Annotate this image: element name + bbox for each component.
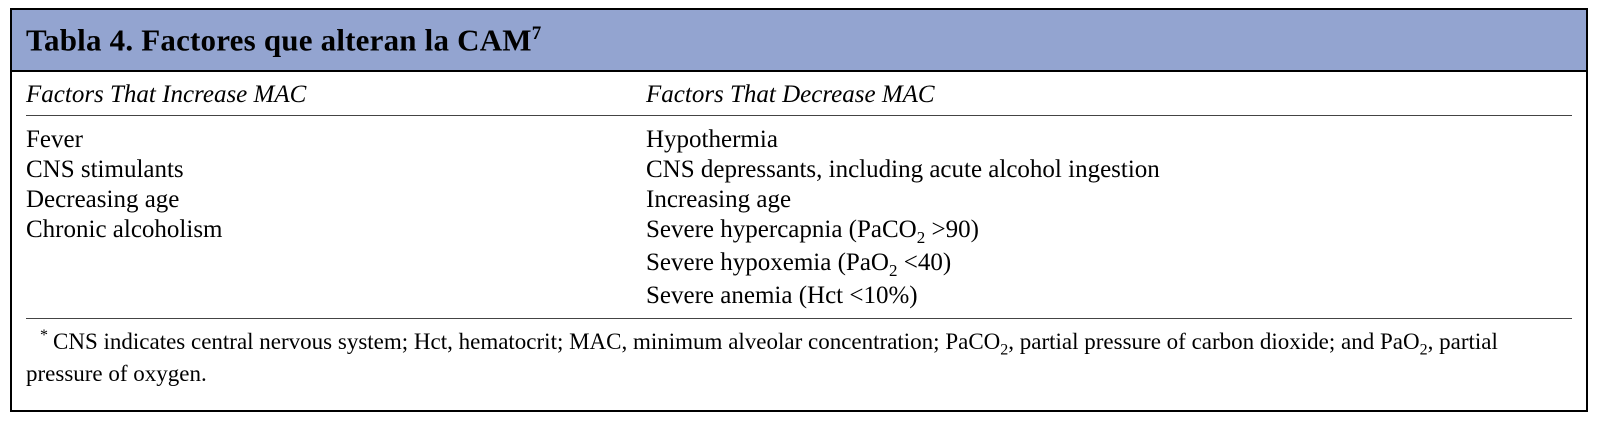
list-item: Increasing age (646, 185, 792, 213)
table-rows (26, 116, 1572, 320)
list-item: Hypothermia (646, 125, 778, 153)
table-container (10, 8, 1588, 412)
list-item: Fever (26, 125, 83, 153)
list-item: CNS stimulants (26, 155, 184, 183)
list-item: Severe anemia (Hct <10%) (646, 282, 918, 310)
factors-increase-list (26, 125, 646, 312)
list-item: Severe hypoxemia (PaO$_2$ <40) (646, 248, 952, 280)
column-header-decrease: Factors That Decrease MAC (646, 81, 935, 108)
column-header-increase: Factors That Increase MAC (26, 81, 307, 108)
list-item: Severe hypercapnia (PaCO$_2$ >90) (646, 215, 979, 247)
factors-decrease-list (646, 125, 1572, 312)
list-item: Chronic alcoholism (26, 215, 223, 243)
footnote-marker: * (40, 327, 48, 345)
list-item: CNS depressants, including acute alcohol ingestion (646, 155, 1160, 183)
table-column-headers (26, 72, 1572, 116)
table-title-bar (12, 10, 1586, 72)
table-title-superscript: 7 (531, 23, 542, 45)
table-body (12, 72, 1586, 388)
page-title (26, 22, 542, 58)
table-title-text: Tabla 4. Factores que alteran la CAM (26, 22, 532, 58)
footnote-text: CNS indicates central nervous system; Hct, hematocrit; MAC, minimum alveolar concentration; PaCO$_2$, partial pressure of carbon dioxide; and PaO$_2$, partial pressure of oxygen. (26, 328, 1498, 387)
list-item: Decreasing age (26, 185, 180, 213)
table-footnote (26, 319, 1572, 388)
